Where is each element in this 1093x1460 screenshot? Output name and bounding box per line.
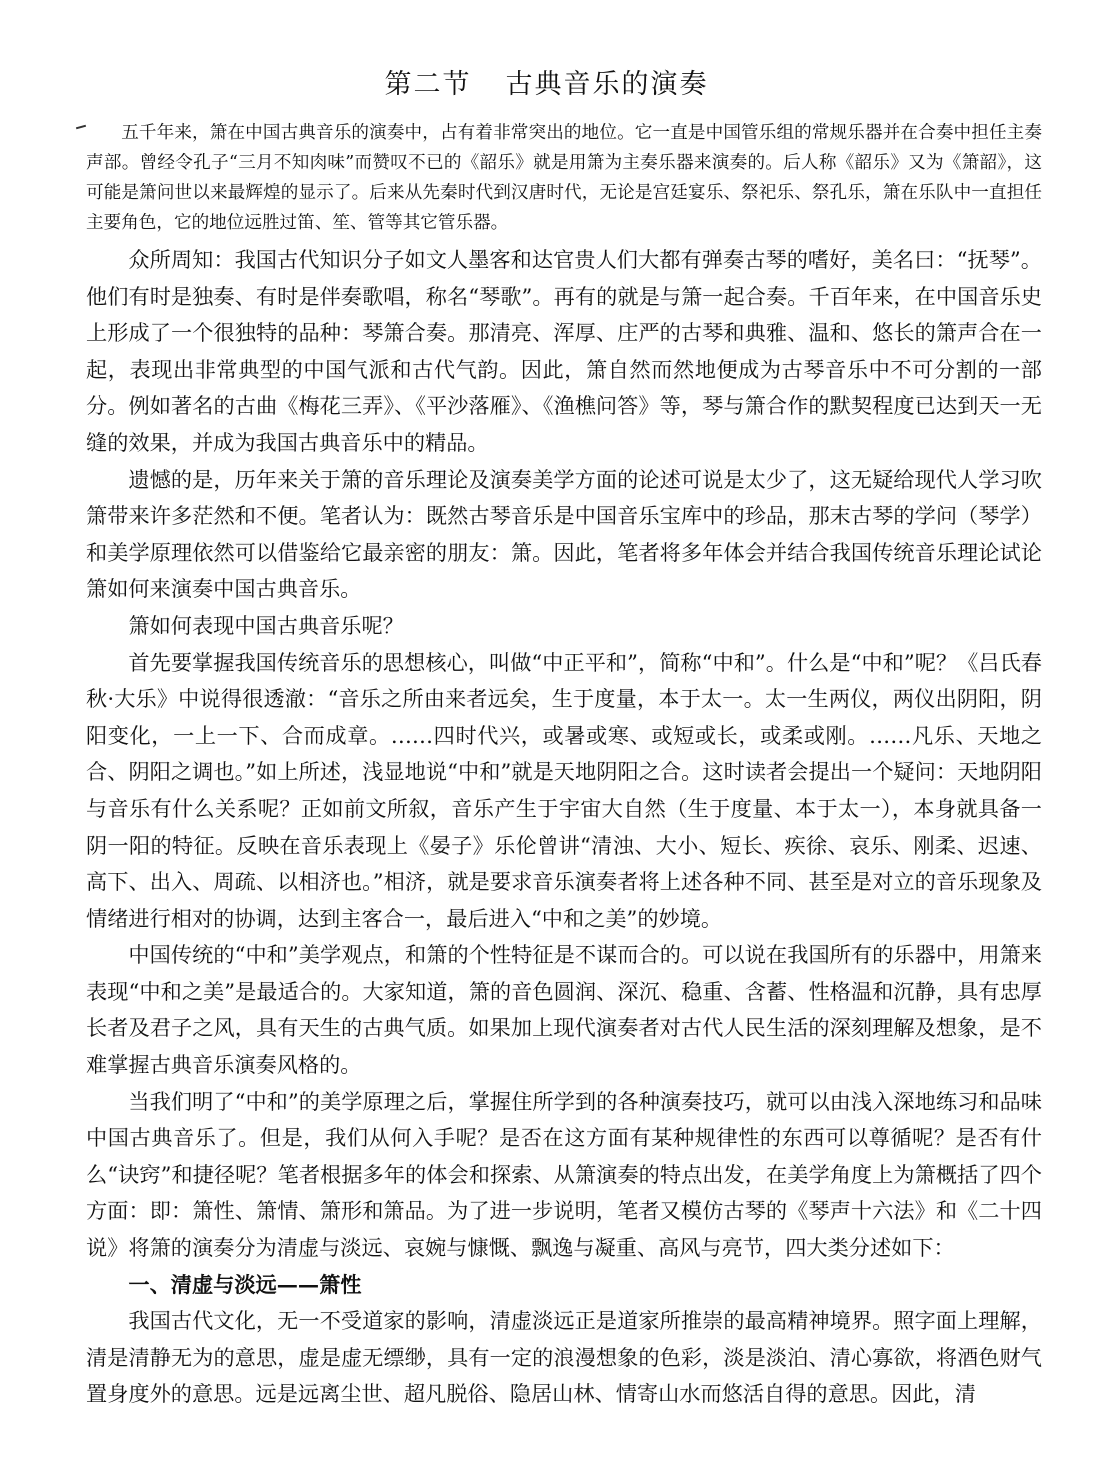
paragraph-7: 我国古代文化，无一不受道家的影响，清虚淡远正是道家所推崇的最高精神境界。照字面上理解，清是清静无为的意思，虚是虚无缥缈，具有一定的浪漫想象的色彩，淡是淡泊、清心寡欲，将酒色财气置身度外的意思。远是远离尘世、超凡脱俗、隐居山林、情寄山水而悠活自得的意思。因此，清 (86, 1308, 1042, 1407)
section-number: 第二节 (384, 69, 472, 100)
paragraph-5: 中国传统的“中和”美学观点，和箫的个性特征是不谋而合的。可以说在我国所有的乐器中，用箫来表现“中和之美”是最适合的。大家知道，箫的音色圆润、深沉、稳重、含蓄、性格温和沉静，具有忠厚长者及君子之风，具有天生的古典气质。如果加上现代演奏者对古代人民生活的深刻理解及想象，是不难掌握古典音乐演奏风格的。 (86, 942, 1042, 1078)
section-name: 古典音乐的演奏 (505, 69, 709, 100)
paragraph-6: 当我们明了“中和”的美学原理之后，掌握住所学到的各种演奏技巧，就可以由浅入深地练习和品味中国古典音乐了。但是，我们从何入手呢？是否在这方面有某种规律性的东西可以尊循呢？是否有什么“诀窍”和捷径呢？笔者根据多年的体会和探索、从箫演奏的特点出发，在美学角度上为箫概括了四个方面：即：箫性、箫情、箫形和箫品。为了进一步说明，笔者又模仿古琴的《琴声十六法》和《二十四说》将箫的演奏分为清虚与淡远、哀婉与慷慨、飘逸与凝重、高风与亮节，四大类分述如下： (86, 1088, 1042, 1261)
paragraph-1: 五千年来，箫在中国古典音乐的演奏中，占有着非常突出的地位。它一直是中国管乐组的常规乐器并在合奏中担任主奏声部。曾经令孔子“三月不知肉味”而赞叹不已的《韶乐》就是用箫为主奏乐器来演奏的。后人称《韶乐》又为《箫韶》，这可能是箫问世以来最辉煌的显示了。后来从先秦时代到汉唐时代，无论是宫廷宴乐、祭祀乐、祭孔乐，箫在乐队中一直担任主要角色，它的地位远胜过笛、笙、管等其它管乐器。 (86, 123, 1042, 233)
paragraph-question: 箫如何表现中国古典音乐呢？ (128, 612, 404, 638)
section-title (0, 62, 1093, 101)
subsection-heading: 一、清虚与淡远——箫性 (128, 1271, 362, 1297)
paragraph-2: 众所周知：我国古代知识分子如文人墨客和达官贵人们大都有弹奏古琴的嗜好，美名曰：“抚琴”。他们有时是独奏、有时是伴奏歌唱，称名“琴歌”。再有的就是与箫一起合奏。千百年来，在中国音乐史上形成了一个很独特的品种：琴箫合奏。那清亮、浑厚、庄严的古琴和典雅、温和、悠长的箫声合在一起，表现出非常典型的中国气派和古代气韵。因此，箫自然而然地便成为古琴音乐中不可分割的一部分。例如著名的古曲《梅花三弄》、《平沙落雁》、《渔樵问答》等，琴与箫合作的默契程度已达到天一无缝的效果，并成为我国古典音乐中的精品。 (86, 247, 1042, 455)
paragraph-3: 遗憾的是，历年来关于箫的音乐理论及演奏美学方面的论述可说是太少了，这无疑给现代人学习吹箫带来许多茫然和不便。笔者认为：既然古琴音乐是中国音乐宝库中的珍品，那末古琴的学问（琴学）和美学原理依然可以借鉴给它最亲密的朋友：箫。因此，笔者将多年体会并结合我国传统音乐理论试论箫如何来演奏中国古典音乐。 (86, 466, 1042, 602)
paragraph-4: 首先要掌握我国传统音乐的思想核心，叫做“中正平和”，简称“中和”。什么是“中和”呢？《吕氏春秋·大乐》中说得很透澈：“音乐之所由来者远矣，生于度量，本于太一。太一生两仪，两仪出阴阳，阴阳变化，一上一下、合而成章。……四时代兴，或暑或寒、或短或长，或柔或刚。……凡乐、天地之合、阴阳之调也。”如上所述，浅显地说“中和”就是天地阴阳之合。这时读者会提出一个疑问：天地阴阳与音乐有什么关系呢？正如前文所叙，音乐产生于宇宙大自然（生于度量、本于太一），本身就具备一阴一阳的特征。反映在音乐表现上《晏子》乐伦曾讲“清浊、大小、短长、疾徐、哀乐、刚柔、迟速、高下、出入、周疏、以相济也。”相济，就是要求音乐演奏者将上述各种不同、甚至是对立的音乐现象及情绪进行相对的协调，达到主客合一，最后进入“中和之美”的妙境。 (86, 649, 1042, 931)
margin-mark (76, 125, 86, 130)
body-text (86, 118, 1042, 1413)
